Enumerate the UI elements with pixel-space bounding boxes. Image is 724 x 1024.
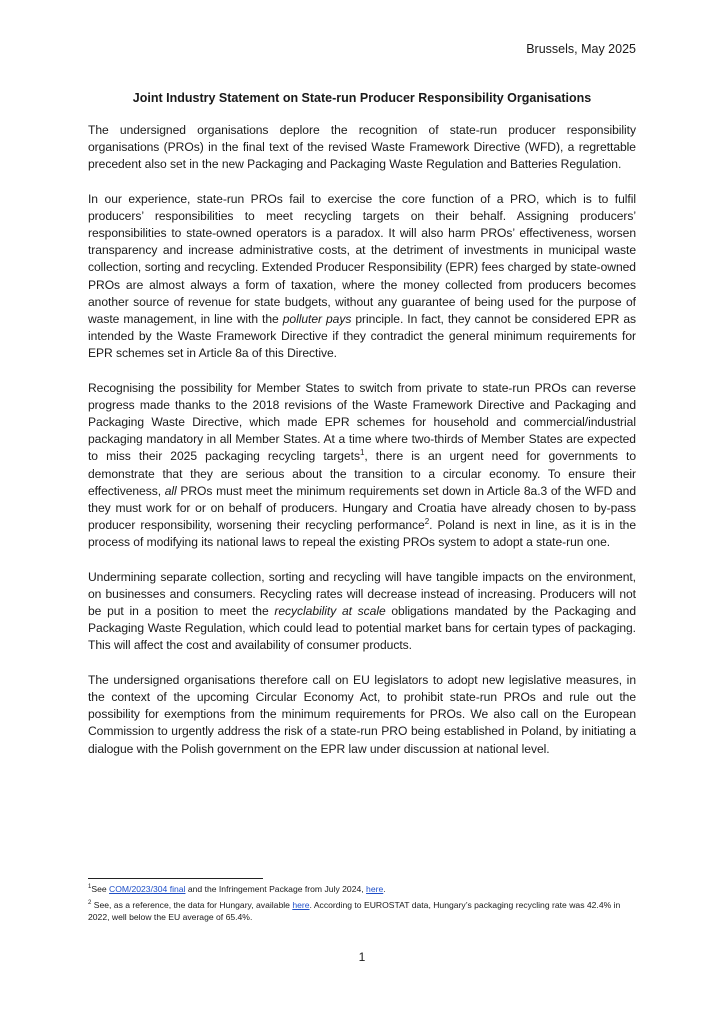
- paragraph-1: The undersigned organisations deplore the recognition of state-run producer responsibility organisations (PROs) in the final text of the revised Waste Framework Directive (WFD), a regrettable precedent also set in the new Packaging and Packaging Waste Regulation and Batteries Regulation.: [88, 123, 636, 172]
- footnote-divider: [88, 878, 263, 879]
- footnote-2-mark: 2: [88, 899, 92, 906]
- paragraph-2: [88, 191, 636, 363]
- paragraph-3-emphasis: all: [164, 483, 177, 498]
- footnote-ref-1[interactable]: 1: [359, 448, 365, 458]
- footnote-1-text-a: See: [91, 884, 110, 894]
- footnote-1: [88, 883, 636, 896]
- footnote-1-text-c: .: [383, 884, 386, 894]
- document-title: Joint Industry Statement on State-run Producer Responsibility Organisations: [132, 91, 592, 105]
- footnote-1-link-here[interactable]: here: [366, 884, 384, 894]
- paragraph-3-text-a: Recognising the possibility for Member States to switch from private to state-run PROs can reverse progress made thanks to the 2018 revisions of the Waste Framework Directive and Packaging and Packaging Waste Directive, which made EPR schemes for household and commercial/industrial packaging mandatory in all Member States. At a time where two-thirds of Member States are expected to miss their 2025 packaging recycling targets: [88, 380, 636, 464]
- page-number: 1: [358, 950, 366, 964]
- paragraph-2-text-a: In our experience, state-run PROs fail to exercise the core function of a PRO, which is to fulfil producers’ responsibilities to meet recycling targets on their behalf. Assigning producers’ responsibilities to state-owned operators is a paradox. It will also harm PROs’ effectiveness, worsen transparency and increase administrative costs, at the detriment of investments in municipal waste collection, sorting and recycling. Extended Producer Responsibility (EPR) fees charged by state-owned PROs are almost always a form of taxation, where the money collected from producers becomes another source of revenue for state budgets, without any guarantee of being used for the purpose of waste management, in line with the: [88, 191, 636, 327]
- footnote-1-link-com[interactable]: COM/2023/304 final: [109, 884, 186, 894]
- footnote-2-link-here[interactable]: here: [292, 899, 310, 910]
- paragraph-4-emphasis: recyclability at scale: [274, 604, 386, 619]
- paragraph-4: [88, 569, 636, 655]
- footnote-1-mark: 1: [88, 884, 92, 891]
- paragraph-2-emphasis: polluter pays: [282, 312, 352, 327]
- paragraph-3-text-d: . Poland is next in line, as it is in the process of modifying its national laws to repeal the existing PROs system to adopt a state-run one.: [88, 518, 637, 550]
- paragraph-3: [88, 380, 636, 552]
- footnote-2: [88, 899, 636, 924]
- dateline: Brussels, May 2025: [526, 42, 636, 56]
- paragraph-3-text-b: , there is an urgent need for governments to demonstrate that they are serious about the transition to a circular economy. To ensure their effectiveness,: [88, 449, 636, 498]
- footnote-ref-2[interactable]: 2: [424, 517, 430, 527]
- footnote-2-text-b: . According to EUROSTAT data, Hungary’s packaging recycling rate was 42.4% in 2022, well below the EU average of 65.4%.: [88, 899, 621, 922]
- document-body: [88, 122, 636, 775]
- paragraph-2-text-b: principle. In fact, they cannot be considered EPR as intended by the Waste Framework Directive if they contradict the general minimum requirements for EPR schemes set in Article 8a of this Directive.: [88, 312, 636, 361]
- paragraph-4-text-a: Undermining separate collection, sorting and recycling will have tangible impacts on the environment, on businesses and consumers. Recycling rates will decrease instead of increasing. Producers will not be put in a position to meet the: [88, 569, 636, 619]
- footnote-1-text-b: and the Infringement Package from July 2024,: [185, 884, 367, 894]
- paragraph-5: The undersigned organisations therefore call on EU legislators to adopt new legislative measures, in the context of the upcoming Circular Economy Act, to prohibit state-run PROs and rule out the possibility for exemptions from the minimum requirements for PROs. We also call on the European Commission to urgently address the risk of a state-run PRO being established in Poland, by initiating a dialogue with the Polish government on the EPR law under discussion at national level.: [88, 672, 636, 756]
- paragraph-3-text-c: PROs must meet the minimum requirements set down in Article 8a.3 of the WFD and they must work for or on behalf of producers. Hungary and Croatia have already chosen to by-pass producer responsibility, worsening their recycling performance: [88, 483, 636, 533]
- footnote-2-text-a: See, as a reference, the data for Hungary, available: [91, 899, 293, 910]
- footnotes: [88, 883, 636, 927]
- paragraph-4-text-b: obligations mandated by the Packaging and Packaging Waste Regulation, which could lead to potential market bans for certain types of packaging. This will affect the cost and availability of consumer products.: [88, 604, 636, 653]
